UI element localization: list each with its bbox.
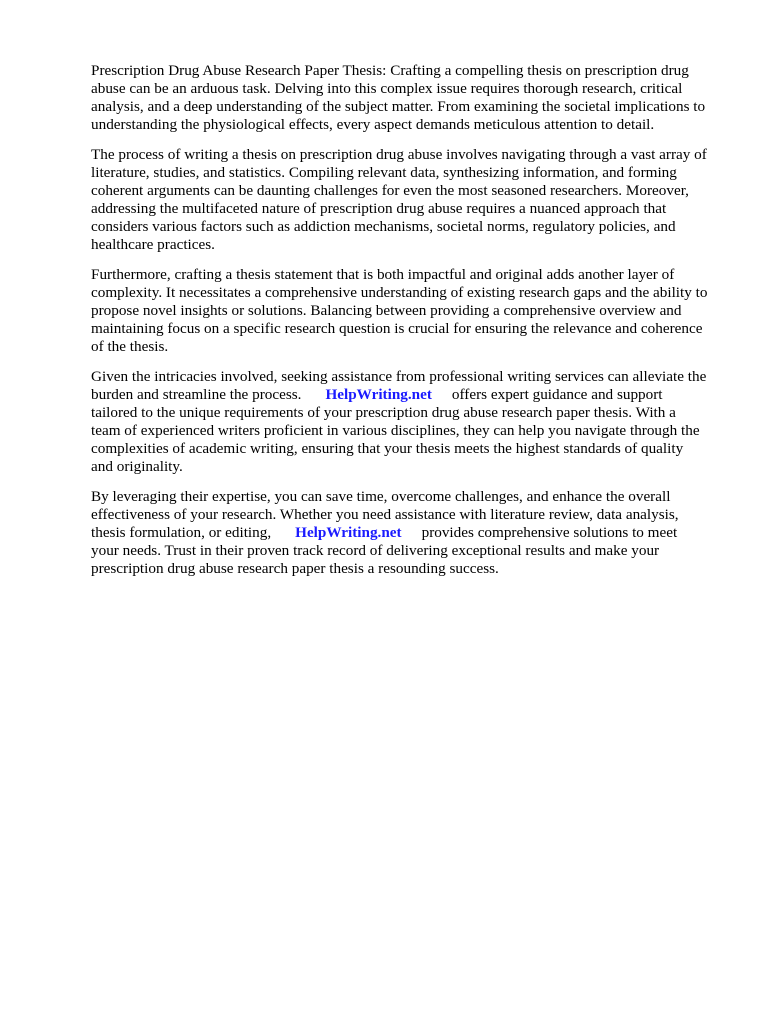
text-segment: offers expert guidance and support bbox=[451, 386, 663, 403]
text-line: maintaining focus on a specific research question is crucial for ensuring the relevance and coherence bbox=[91, 320, 703, 337]
text-segment: provides comprehensive solutions to meet bbox=[421, 524, 678, 541]
text-line: prescription drug abuse research paper thesis a resounding success. bbox=[91, 560, 499, 577]
text-line: Furthermore, crafting a thesis statement that is both impactful and original adds another layer of bbox=[91, 266, 675, 283]
text-line: coherent arguments can be daunting challenges for even the most seasoned researchers. Moreover, bbox=[91, 182, 689, 199]
text-line: complexities of academic writing, ensuring that your thesis meets the highest standards of quality bbox=[91, 440, 684, 457]
text-line: understanding the physiological effects, every aspect demands meticulous attention to detail. bbox=[91, 116, 655, 133]
text-line: your needs. Trust in their proven track record of delivering exceptional results and make your bbox=[91, 542, 660, 559]
text-line: considers various factors such as addiction mechanisms, societal norms, regulatory policies, and bbox=[91, 218, 676, 235]
text-line-with-link bbox=[91, 386, 731, 404]
text-line: analysis, and a deep understanding of the subject matter. From examining the societal implications to bbox=[91, 98, 706, 115]
text-line: Prescription Drug Abuse Research Paper Thesis: Crafting a compelling thesis on prescription drug bbox=[91, 62, 689, 79]
text-line: Given the intricacies involved, seeking assistance from professional writing services can alleviate the bbox=[91, 368, 707, 385]
paragraph-leveraging bbox=[91, 488, 731, 578]
helpwriting-link[interactable]: HelpWriting.net bbox=[325, 386, 432, 403]
text-line: tailored to the unique requirements of your prescription drug abuse research paper thesis. With a bbox=[91, 404, 676, 421]
text-line: abuse can be an arduous task. Delving into this complex issue requires thorough research, critical bbox=[91, 80, 683, 97]
text-line: effectiveness of your research. Whether you need assistance with literature review, data analysis, bbox=[91, 506, 679, 523]
text-line: and originality. bbox=[91, 458, 183, 475]
document-page bbox=[91, 62, 731, 590]
text-line: The process of writing a thesis on prescription drug abuse involves navigating through a vast array of bbox=[91, 146, 707, 163]
text-line: of the thesis. bbox=[91, 338, 169, 355]
text-line: addressing the multifaceted nature of prescription drug abuse requires a nuanced approach that bbox=[91, 200, 667, 217]
paragraph-furthermore bbox=[91, 266, 731, 356]
text-line-with-link bbox=[91, 524, 731, 542]
text-line: complexity. It necessitates a comprehensive understanding of existing research gaps and the ability to bbox=[91, 284, 708, 301]
paragraph-intro bbox=[91, 62, 731, 134]
text-line: healthcare practices. bbox=[91, 236, 215, 253]
text-line: propose novel insights or solutions. Balancing between providing a comprehensive overview and bbox=[91, 302, 682, 319]
text-segment: thesis formulation, or editing, bbox=[91, 524, 272, 541]
text-segment: burden and streamline the process. bbox=[91, 386, 302, 403]
paragraph-assistance bbox=[91, 368, 731, 476]
text-line: team of experienced writers proficient in various disciplines, they can help you navigate through the bbox=[91, 422, 700, 439]
paragraph-process bbox=[91, 146, 731, 254]
text-line: literature, studies, and statistics. Compiling relevant data, synthesizing information, and forming bbox=[91, 164, 677, 181]
helpwriting-link[interactable]: HelpWriting.net bbox=[295, 524, 402, 541]
text-line: By leveraging their expertise, you can save time, overcome challenges, and enhance the overall bbox=[91, 488, 671, 505]
